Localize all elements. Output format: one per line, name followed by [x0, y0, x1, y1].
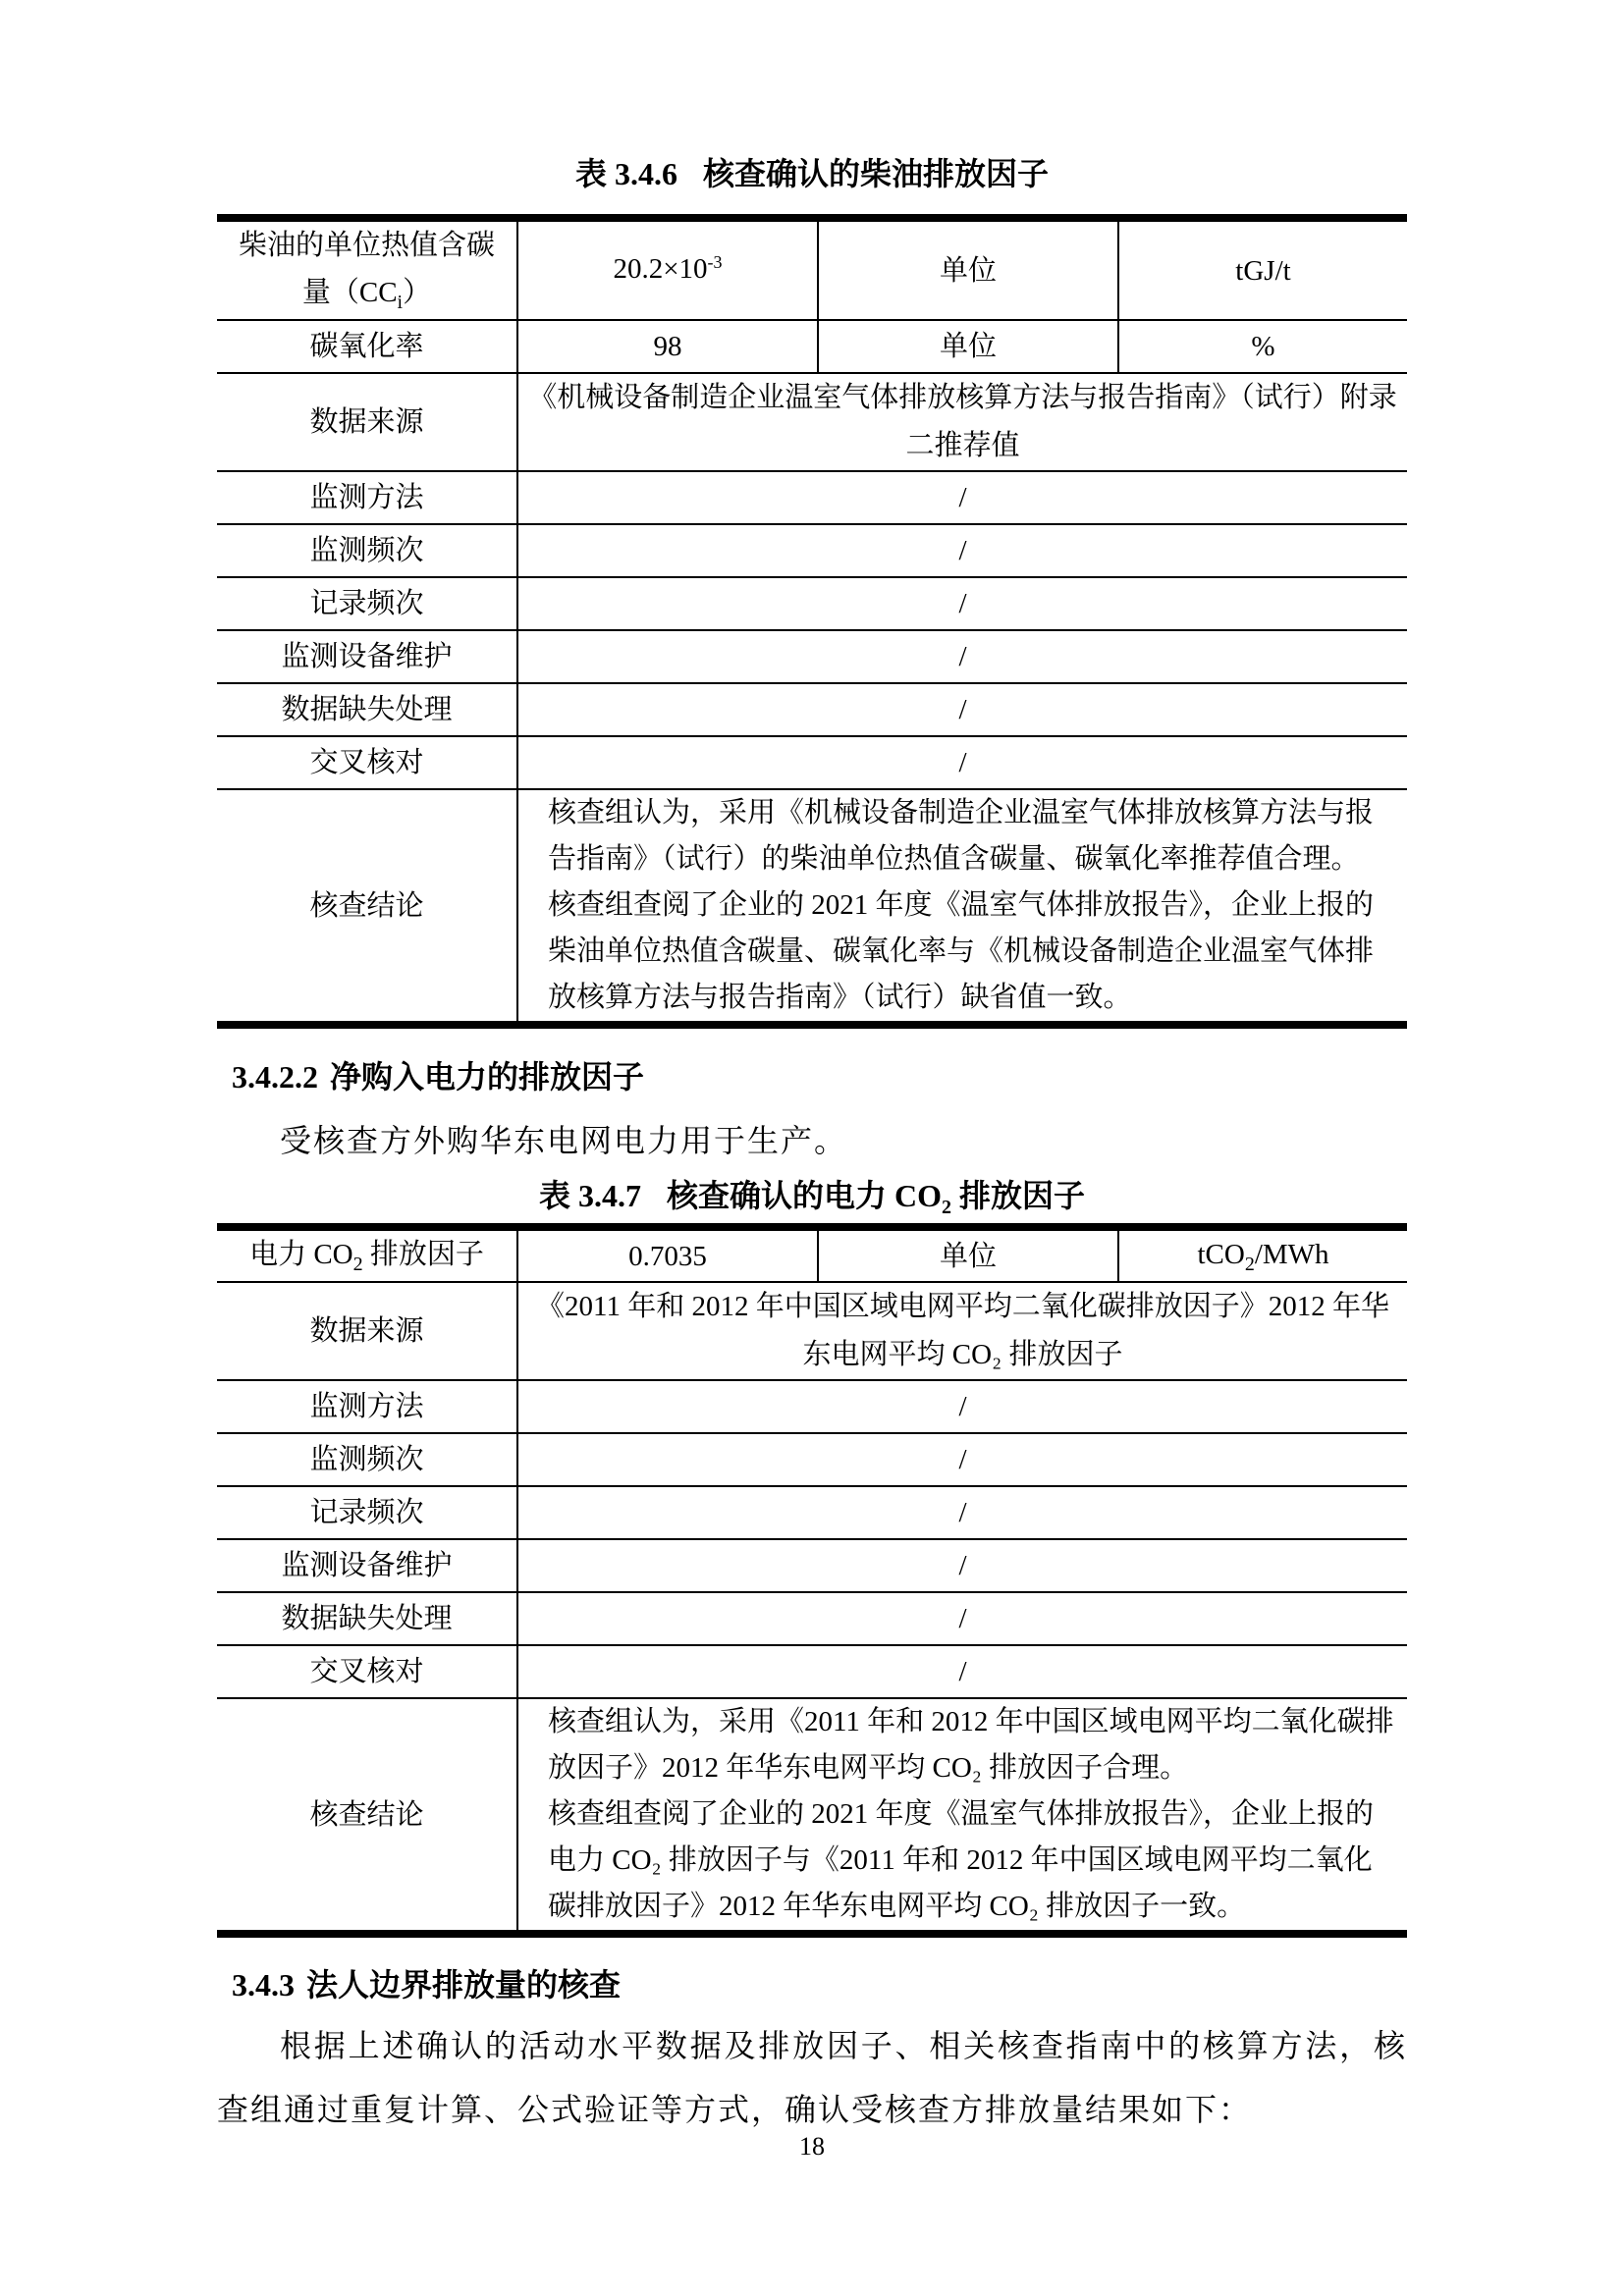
table-3-4-7-title-text: 核查确认的电力 $CO_2$ 排放因子: [666, 1178, 1086, 1218]
monitoring-method-value-cell: /: [958, 482, 967, 513]
equipment-maintenance-label-cell: 监测设备维护: [217, 630, 517, 683]
electricity-ef-label-cell: 电力 $CO_2$ 排放因子: [217, 1227, 517, 1282]
section-number: 3.4.2.2: [232, 1059, 318, 1095]
table-row: [217, 1433, 1407, 1486]
section-title: 法人边界排放量的核查: [306, 1967, 622, 2002]
table-row: [217, 1698, 1407, 1934]
table-row: [217, 1282, 1407, 1380]
cross-check-value-cell: /: [958, 747, 967, 778]
missing-data-label-cell: 数据缺失处理: [217, 1592, 517, 1645]
co2-subscript: 2: [1244, 1254, 1255, 1275]
cross-check-value-cell: /: [958, 1656, 967, 1687]
table-row: [217, 789, 1407, 1025]
table-3-4-7-caption: [217, 1174, 1407, 1222]
table-row: [217, 736, 1407, 789]
conclusion-value-cell: [517, 789, 1407, 1025]
conclusion-paragraph-1: 核查组认为，采用《机械设备制造企业温室气体排放核算方法与报告指南》（试行）的柴油单位热值含碳量、碳氧化率推荐值合理。: [548, 797, 1375, 875]
record-frequency-label-cell: 记录频次: [217, 1486, 517, 1539]
cc-unit-label-cell: 单位: [818, 218, 1118, 320]
record-frequency-label-cell: 记录频次: [217, 577, 517, 630]
cross-check-label-cell: 交叉核对: [217, 736, 517, 789]
monitoring-frequency-label-cell: 监测频次: [217, 1433, 517, 1486]
table-row: [217, 630, 1407, 683]
monitoring-frequency-value-cell: /: [958, 1444, 967, 1475]
record-frequency-value-cell: /: [958, 588, 967, 619]
co2-subscript: 2: [942, 1197, 951, 1218]
cc-unit-value-cell: tGJ/t: [1235, 254, 1291, 287]
electricity-ef-unit-label-cell: 单位: [818, 1227, 1118, 1282]
missing-data-value-cell: /: [958, 1603, 967, 1634]
monitoring-method-label-cell: 监测方法: [217, 1380, 517, 1433]
cc-subscript: i: [397, 292, 404, 313]
data-source-value-cell: 《机械设备制造企业温室气体排放核算方法与报告指南》（试行）附录二推荐值: [528, 382, 1397, 461]
electricity-emission-factor-table: [217, 1223, 1407, 1938]
table-3-4-6-title-text: 核查确认的柴油排放因子: [703, 156, 1050, 191]
oxidation-unit-value-cell: %: [1251, 331, 1275, 362]
data-source-label-cell: 数据来源: [217, 1282, 517, 1380]
table-row: [217, 577, 1407, 630]
oxidation-value-cell: 98: [517, 320, 818, 373]
table-row: [217, 1592, 1407, 1645]
electricity-purchase-paragraph: 受核查方外购华东电网电力用于生产。: [280, 1123, 848, 1158]
conclusion-label-cell: 核查结论: [217, 789, 517, 1025]
missing-data-label-cell: 数据缺失处理: [217, 683, 517, 736]
conclusion-paragraph-2: 核查组查阅了企业的 2021 年度《温室气体排放报告》，企业上报的柴油单位热值含碳量、碳氧化率与《机械设备制造企业温室气体排放核算方法与报告指南》（试行）缺省值一致。: [548, 889, 1375, 1013]
table-3-4-6-number: 表 3.4.6: [574, 156, 677, 191]
section-heading-3-4-3: [217, 1963, 1407, 2007]
equipment-maintenance-value-cell: /: [958, 1550, 967, 1581]
electricity-ef-value-cell: 0.7035: [517, 1227, 818, 1282]
oxidation-unit-label-cell: 单位: [818, 320, 1118, 373]
equipment-maintenance-label-cell: 监测设备维护: [217, 1539, 517, 1592]
conclusion-label-cell: 核查结论: [217, 1698, 517, 1934]
table-row: [217, 1539, 1407, 1592]
monitoring-frequency-label-cell: 监测频次: [217, 524, 517, 577]
cc-label-line1: 柴油的单位热值含碳: [238, 230, 495, 261]
monitoring-frequency-value-cell: /: [958, 535, 967, 566]
cc-value-exponent: -3: [707, 252, 723, 272]
section-number: 3.4.3: [232, 1967, 295, 2002]
equipment-maintenance-value-cell: /: [958, 641, 967, 672]
missing-data-value-cell: /: [958, 694, 967, 725]
cross-check-label-cell: 交叉核对: [217, 1645, 517, 1698]
table-row: [217, 320, 1407, 373]
section-title: 净购入电力的排放因子: [330, 1059, 645, 1095]
table-row: [217, 1645, 1407, 1698]
data-source-value-cell: 《2011 年和 2012 年中国区域电网平均二氧化碳排放因子》2012 年华东电网平均 CO₂ 排放因子: [536, 1291, 1389, 1370]
data-source-label-cell: 数据来源: [217, 373, 517, 471]
page-number: 18: [799, 2132, 825, 2161]
cc-label-cell: [217, 218, 517, 320]
cc-value-cell: $20.2\times 10^{-3}$: [517, 218, 818, 320]
electricity-ef-unit-value-cell: tCO$_2$/MWh: [1197, 1239, 1329, 1275]
conclusion-paragraph-2: 核查组查阅了企业的 2021 年度《温室气体排放报告》，企业上报的电力 CO₂ 排放因子与《2011 年和 2012 年中国区域电网平均二氧化碳排放因子》2012 年华东电网平均 CO₂ 排放因子一致。: [548, 1798, 1375, 1922]
table-row: [217, 471, 1407, 524]
oxidation-label-cell: 碳氧化率: [217, 320, 517, 373]
verification-result-paragraph: 根据上述确认的活动水平数据及排放因子、相关核查指南中的核算方法，核查组通过重复计算、公式验证等方式，确认受核查方排放量结果如下：: [217, 2028, 1407, 2127]
monitoring-method-value-cell: /: [958, 1391, 967, 1422]
monitoring-method-label-cell: 监测方法: [217, 471, 517, 524]
table-row: [217, 1380, 1407, 1433]
record-frequency-value-cell: /: [958, 1497, 967, 1528]
cc-label-line2: 量$(CC_i)$: [301, 277, 432, 313]
diesel-emission-factor-table: [217, 214, 1407, 1029]
table-row: [217, 218, 1407, 320]
conclusion-value-cell: [517, 1698, 1407, 1934]
table-row: [217, 373, 1407, 471]
conclusion-paragraph-1: 核查组认为，采用《2011 年和 2012 年中国区域电网平均二氧化碳排放因子》2012 年华东电网平均 CO₂ 排放因子合理。: [548, 1706, 1394, 1784]
table-row: [217, 1486, 1407, 1539]
section-heading-3-4-2-2: [217, 1055, 1407, 1099]
table-3-4-6-caption: [217, 152, 1407, 195]
co2-subscript: 2: [352, 1254, 363, 1275]
table-3-4-7-number: 表 3.4.7: [538, 1178, 641, 1213]
table-row: [217, 683, 1407, 736]
table-row: [217, 524, 1407, 577]
table-row: [217, 1227, 1407, 1282]
